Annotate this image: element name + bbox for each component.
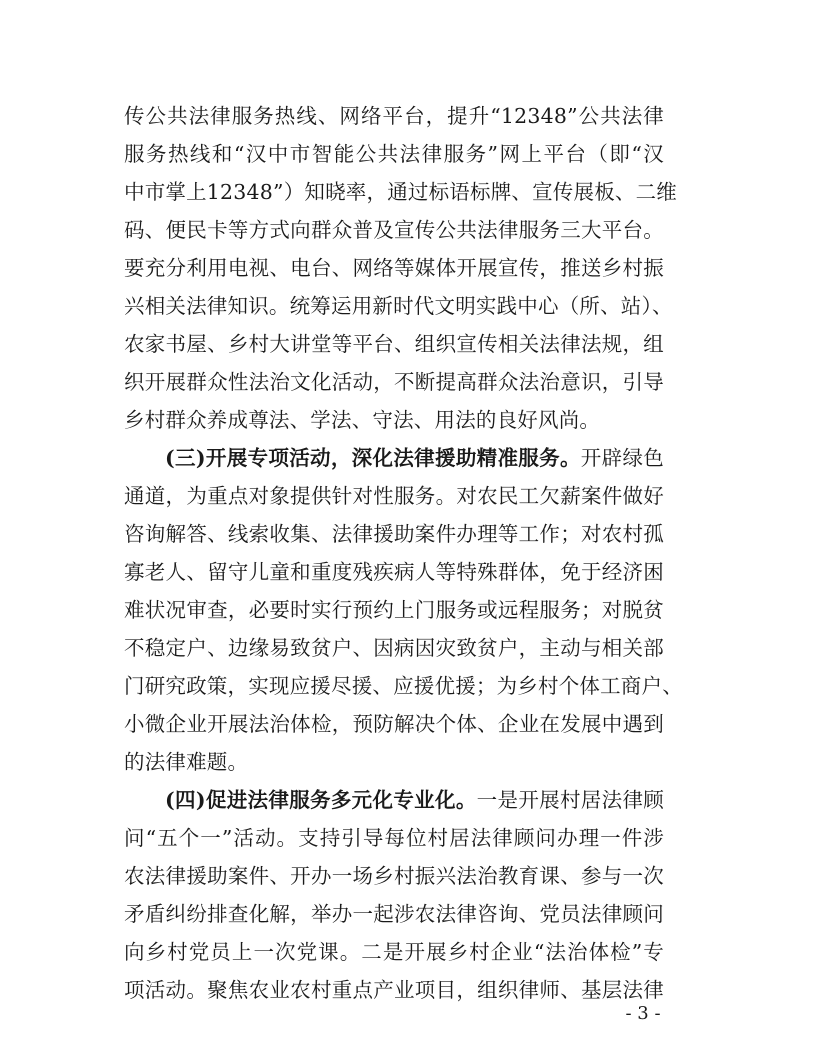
text-line: 乡村群众养成尊法、学法、守法、用法的良好风尚。 xyxy=(124,408,601,432)
text-line: 项活动。聚焦农业农村重点产业项目，组织律师、基层法律 xyxy=(124,978,664,1002)
page-number: - 3 - xyxy=(625,1003,661,1024)
section-4-heading: (四)促进法律服务多元化专业化。 xyxy=(165,788,477,812)
text-line: 矛盾纠纷排查化解，举办一起涉农法律咨询、党员法律顾问 xyxy=(124,902,664,926)
text-line: 码、便民卡等方式向群众普及宣传公共法律服务三大平台。 xyxy=(124,218,664,242)
section-3-first-line-text: 开辟绿色 xyxy=(580,446,664,470)
text-line: 不稳定户、边缘易致贫户、因病因灾致贫户，主动与相关部 xyxy=(124,636,664,660)
text-line: 的法律难题。 xyxy=(124,750,249,774)
text-line: 兴相关法律知识。统筹运用新时代文明实践中心（所、站）、 xyxy=(124,294,673,318)
text-line: 通道，为重点对象提供针对性服务。对农民工欠薪案件做好 xyxy=(124,484,664,508)
text-line: 问“五个一”活动。支持引导每位村居法律顾问办理一件涉 xyxy=(124,826,664,850)
text-line: 小微企业开展法治体检，预防解决个体、企业在发展中遇到 xyxy=(124,712,664,736)
text-line: 寡老人、留守儿童和重度残疾病人等特殊群体，免于经济困 xyxy=(124,560,664,584)
section-3-heading: (三)开展专项活动，深化法律援助精准服务。 xyxy=(165,446,581,470)
text-line: 中市掌上12348”）知晓率，通过标语标牌、宣传展板、二维 xyxy=(124,180,677,204)
section-3-first-line xyxy=(165,440,664,476)
text-line: 农家书屋、乡村大讲堂等平台、组织宣传相关法律法规，组 xyxy=(124,332,664,356)
section-4-first-line xyxy=(165,782,664,818)
text-line: 织开展群众性法治文化活动，不断提高群众法治意识，引导 xyxy=(124,370,664,394)
text-line: 门研究政策，实现应援尽援、应援优援；为乡村个体工商户、 xyxy=(124,674,683,698)
text-line: 服务热线和“汉中市智能公共法律服务”网上平台（即“汉 xyxy=(124,142,664,166)
text-line: 传公共法律服务热线、网络平台，提升“12348”公共法律 xyxy=(124,104,664,128)
text-line: 农法律援助案件、开办一场乡村振兴法治教育课、参与一次 xyxy=(124,864,664,888)
text-line: 难状况审查，必要时实行预约上门服务或远程服务；对脱贫 xyxy=(124,598,664,622)
section-4-first-line-text: 一是开展村居法律顾 xyxy=(476,788,664,812)
text-line: 咨询解答、线索收集、法律援助案件办理等工作；对农村孤 xyxy=(124,522,664,546)
text-line: 向乡村党员上一次党课。二是开展乡村企业“法治体检”专 xyxy=(124,940,664,964)
text-line: 要充分利用电视、电台、网络等媒体开展宣传，推送乡村振 xyxy=(124,256,664,280)
